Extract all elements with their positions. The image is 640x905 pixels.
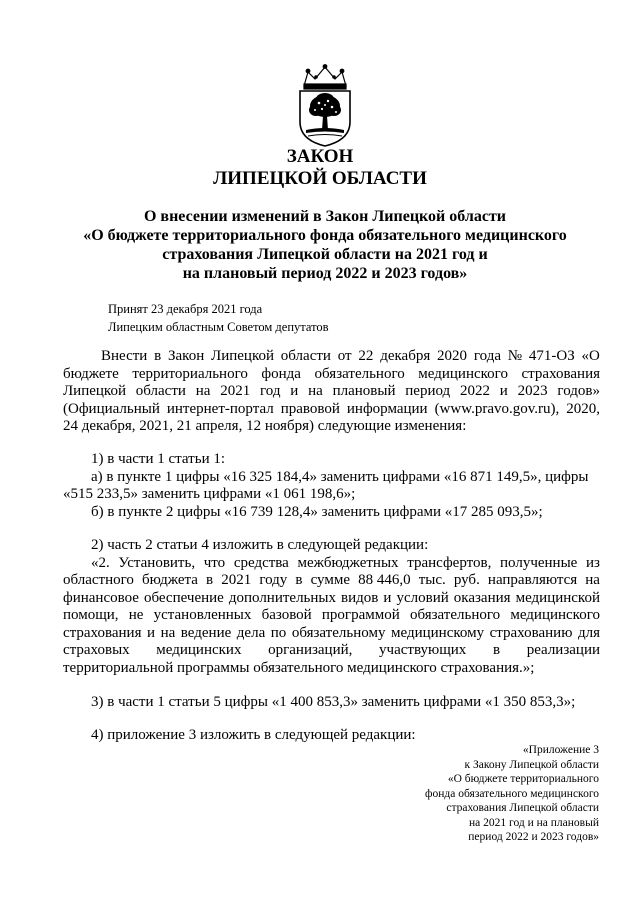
- word: не: [128, 607, 144, 623]
- word: Липецкой: [63, 383, 126, 399]
- item-4-line: 4) приложение 3 изложить в следующей редакции:: [91, 727, 416, 743]
- word: Липецкой: [211, 348, 274, 364]
- word: трансфертов,: [407, 554, 492, 571]
- intro-paragraph: [63, 348, 600, 436]
- subtitle-line: «О бюджете территориального фонда обязательного медицинского: [83, 227, 567, 244]
- word: 2021: [220, 383, 251, 399]
- word: интернет-портал: [166, 400, 274, 417]
- word: плановый: [332, 383, 396, 399]
- word: Установить,: [118, 554, 196, 571]
- word: на: [308, 383, 323, 399]
- item-2-text-line: [63, 572, 600, 590]
- word: 471-ОЗ: [528, 348, 575, 364]
- word: 88 446,0: [358, 572, 411, 588]
- appendix-caption-line: страхования Липецкой области: [446, 802, 599, 814]
- word: 2023: [517, 383, 548, 399]
- subtitle-line: О внесении изменений в Закон Липецкой области: [143, 208, 507, 225]
- word: ведение: [180, 624, 232, 641]
- intro-line: [63, 348, 600, 366]
- item-2: [63, 537, 600, 677]
- word: из: [586, 554, 600, 571]
- word: и: [383, 589, 392, 606]
- word: полученные: [500, 554, 578, 571]
- word: видов: [341, 589, 379, 606]
- word: медицинских: [156, 642, 242, 658]
- word: году: [259, 572, 288, 588]
- word: базовой: [261, 607, 312, 623]
- word: Внести: [101, 348, 148, 364]
- word: Закон: [168, 348, 205, 364]
- word: на: [195, 383, 211, 399]
- word: в: [206, 572, 214, 588]
- word: помощи,: [63, 607, 119, 623]
- word: программой: [321, 607, 400, 623]
- word: руб.: [453, 572, 480, 588]
- word: декабря: [380, 348, 431, 364]
- word: 2021: [221, 572, 252, 588]
- word: установленных: [153, 607, 252, 623]
- appendix-caption-line: фонда обязательного медицинского: [425, 787, 599, 800]
- word: период: [405, 383, 451, 399]
- word: и: [147, 624, 156, 641]
- appendix-caption-line: период 2022 и 2023 годов»: [468, 831, 599, 843]
- word: реализации: [526, 642, 600, 658]
- word: «О: [581, 348, 600, 364]
- subtitle-line: на плановый период 2022 и 2023 годов»: [182, 265, 468, 282]
- word: по: [270, 624, 287, 641]
- item-2-text-line: территориальной программы обязательного медицинского страхования.»;: [63, 659, 535, 676]
- item-1b-line: б) в пункте 2 цифры «16 739 128,4» заменить цифрами «17 285 093,5»;: [91, 503, 543, 520]
- word: 2020,: [566, 400, 600, 417]
- word: для: [577, 624, 600, 641]
- word: на: [160, 624, 176, 641]
- word: условий: [396, 589, 449, 606]
- word: правовой: [280, 400, 340, 417]
- word: области: [135, 383, 186, 399]
- word: от: [337, 348, 352, 364]
- word: и: [290, 383, 299, 399]
- law-subtitle: [40, 207, 610, 283]
- word: что: [203, 554, 226, 571]
- word: медицинского: [510, 607, 600, 623]
- subtitle-line: страхования Липецкой области на 2021 год и: [162, 246, 488, 263]
- word: обязательного: [314, 365, 405, 382]
- word: №: [507, 348, 523, 364]
- coat-of-arms-emblem: [294, 64, 356, 148]
- word: тыс.: [418, 572, 446, 588]
- word: межбюджетных: [297, 554, 399, 571]
- word: годов»: [557, 383, 600, 399]
- word: 22: [358, 348, 374, 364]
- word: финансовое: [63, 589, 139, 606]
- word: страхованию: [489, 624, 573, 641]
- appendix-caption-line: «О бюджете территориального: [447, 773, 599, 785]
- item-1-heading: 1) в части 1 статьи 1:: [91, 451, 226, 467]
- word: направляются: [487, 572, 578, 588]
- appendix-caption-line: к Закону Липецкой области: [464, 758, 599, 771]
- adoption-date: Принят 23 декабря 2021 года: [108, 302, 263, 316]
- word: обязательному: [291, 624, 386, 641]
- word: дополнительных: [228, 589, 337, 606]
- item-1: [63, 451, 600, 521]
- intro-line: [63, 366, 600, 384]
- word: страховых: [63, 642, 130, 658]
- word: средства: [233, 554, 289, 571]
- word: обеспечение: [143, 589, 224, 606]
- appendix-caption-line: «Приложение 3: [522, 744, 599, 756]
- word: сумме: [310, 572, 350, 588]
- word: на: [585, 572, 600, 588]
- word: года: [473, 348, 501, 364]
- word: страхования: [521, 365, 600, 382]
- word: области: [280, 348, 331, 364]
- intro-line: 24 декабря, 2021, 21 апреля, 12 ноября) следующие изменения:: [63, 418, 467, 434]
- adoption-body: Липецким областным Советом депутатов: [108, 320, 329, 334]
- word: участвующих: [379, 642, 467, 658]
- word: в: [295, 572, 303, 588]
- word: «2.: [91, 554, 110, 571]
- item-2-text-line: [63, 625, 600, 643]
- word: областного: [63, 572, 134, 588]
- item-2-text-line: [63, 607, 600, 625]
- word: 2020: [437, 348, 468, 364]
- item-1a-line: а) в пункте 1 цифры «16 325 184,4» заменить цифрами «16 871 149,5», цифры: [91, 468, 589, 485]
- item-2-text-line: [63, 642, 600, 660]
- word: фонда: [261, 365, 301, 382]
- item-1a-line: «515 233,5» заменить цифрами «1 061 198,6»;: [63, 486, 356, 502]
- word: бюджета: [142, 572, 198, 588]
- appendix-caption: [425, 743, 599, 845]
- word: обязательного: [409, 607, 501, 623]
- appendix-caption-line: на 2021 год и на плановый: [469, 816, 599, 829]
- adoption-note: [108, 300, 329, 336]
- item-2-text-line: [63, 590, 600, 608]
- word: страхования: [63, 624, 142, 641]
- word: организаций,: [268, 642, 353, 658]
- item-2-text-line: [63, 555, 600, 573]
- word: медицинскому: [391, 624, 485, 641]
- word: дела: [236, 624, 266, 641]
- word: территориального: [132, 365, 248, 382]
- word: в: [492, 642, 501, 658]
- word: информации: [346, 400, 428, 417]
- word: и: [499, 383, 508, 399]
- word: в: [154, 348, 162, 364]
- word: оказания: [453, 589, 511, 606]
- law-region-title: ЛИПЕЦКОЙ ОБЛАСТИ: [213, 168, 427, 189]
- item-3-line: 3) в части 1 статьи 5 цифры «1 400 853,3» заменить цифрами «1 350 853,3»;: [91, 694, 576, 710]
- item-2-heading: 2) часть 2 статьи 4 изложить в следующей редакции:: [91, 537, 429, 553]
- word: бюджете: [63, 365, 119, 382]
- item-4: [63, 727, 600, 745]
- law-title: ЗАКОН: [286, 146, 354, 167]
- intro-line: [63, 401, 600, 419]
- intro-line: [63, 383, 600, 401]
- word: медицинского: [418, 365, 508, 382]
- word: медицинской: [515, 589, 600, 606]
- item-3: [63, 694, 600, 712]
- word: (www.pravo.gov.ru),: [434, 400, 560, 417]
- word: (Официальный: [63, 400, 160, 417]
- word: 2022: [460, 383, 490, 399]
- word: год: [260, 383, 281, 399]
